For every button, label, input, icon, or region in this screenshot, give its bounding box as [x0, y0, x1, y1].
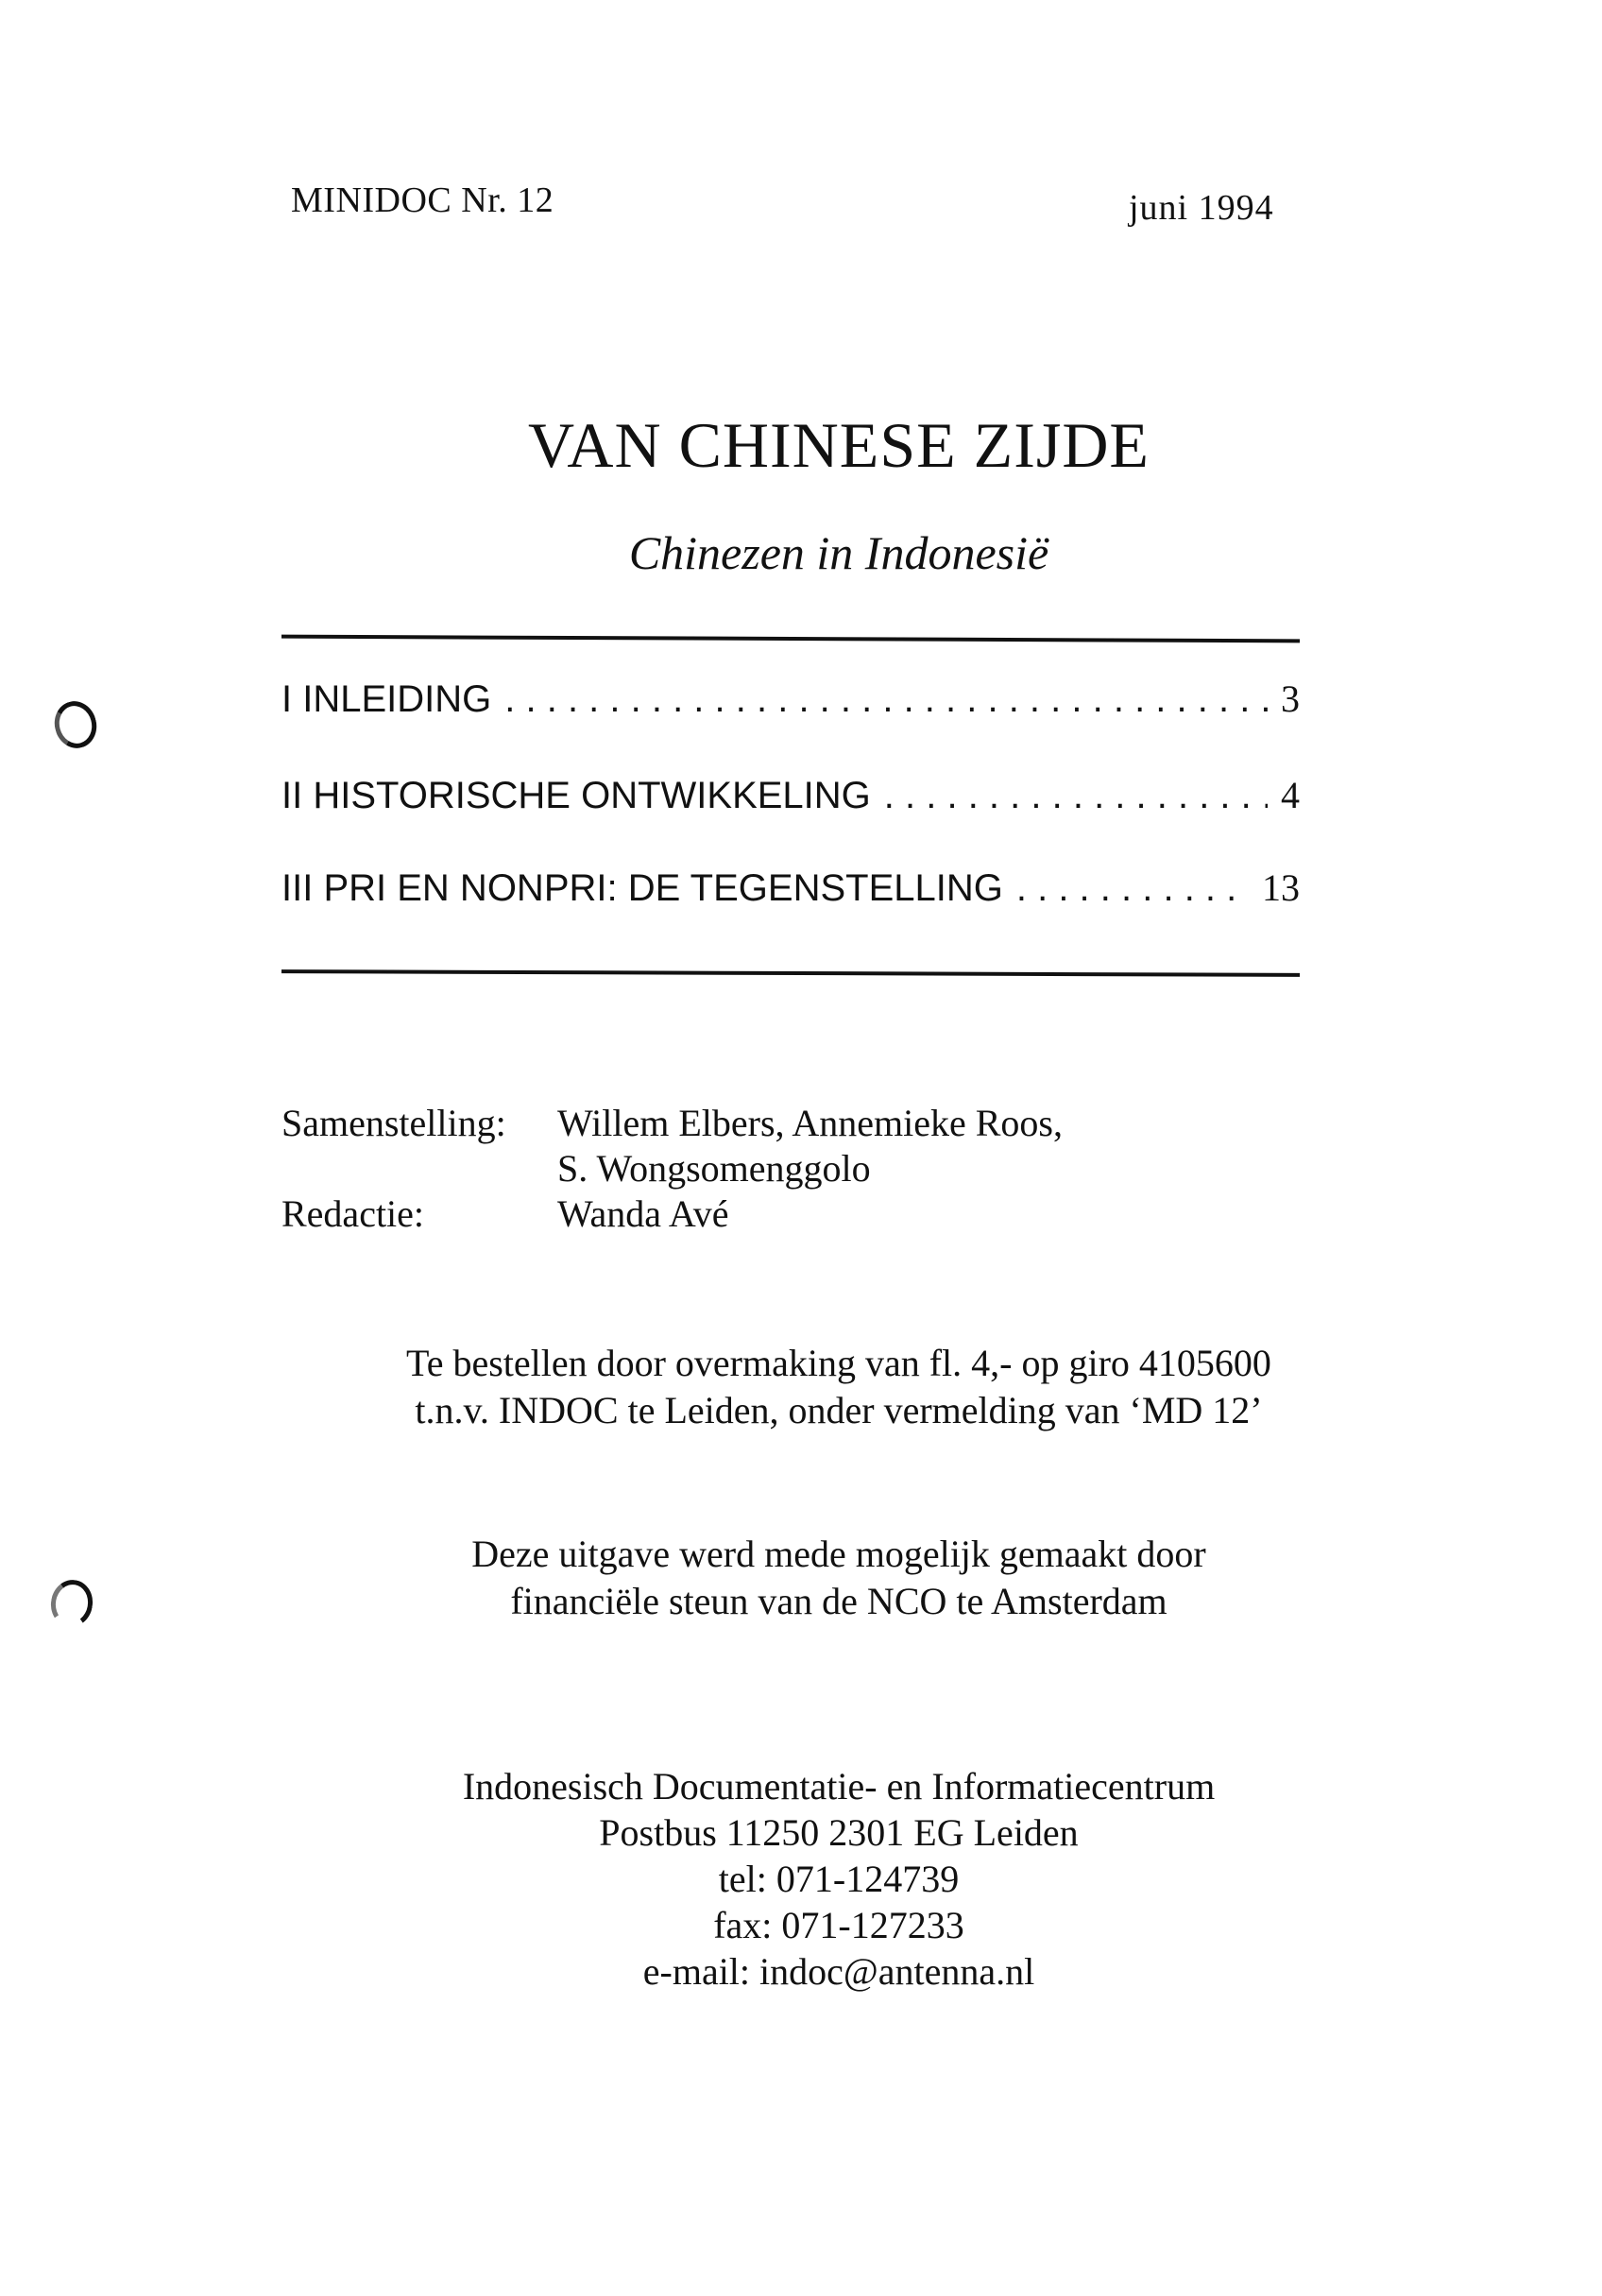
toc-item-label: II HISTORISCHE ONTWIKKELING [281, 775, 871, 816]
toc-item-label: III PRI EN NONPRI: DE TEGENSTELLING [281, 867, 1003, 909]
toc-leader-dots [504, 678, 1268, 721]
editor-name: Wanda Avé [557, 1192, 729, 1235]
document-title: VAN CHINESE ZIJDE [528, 409, 1150, 481]
series-number: MINIDOC Nr. 12 [291, 180, 554, 220]
toc-item-page: 3 [1281, 677, 1300, 720]
postal-address: Postbus 11250 2301 EG Leiden [599, 1811, 1079, 1854]
document-subtitle: Chinezen in Indonesië [628, 526, 1049, 579]
publication-date: juni 1994 [1129, 188, 1274, 228]
email-address: e-mail: indoc@antenna.nl [642, 1950, 1035, 1993]
telephone: tel: 071-124739 [718, 1858, 960, 1900]
compilation-names-line2: S. Wongsomenggolo [557, 1147, 871, 1190]
bottom-divider [281, 969, 1300, 977]
toc-item [281, 865, 1300, 910]
organization-name: Indonesisch Documentatie- en Informatiecentrum [462, 1765, 1216, 1808]
toc-item [281, 677, 1300, 721]
sponsor-line2: financiële steun van de NCO te Amsterdam [510, 1580, 1167, 1622]
toc-item [281, 773, 1300, 817]
compilation-names-line1: Willem Elbers, Annemieke Roos, [557, 1102, 1063, 1144]
toc-leader-dots [884, 775, 1268, 817]
top-divider [281, 635, 1300, 643]
toc-item-label: I INLEIDING [281, 678, 492, 720]
sponsor-line1: Deze uitgave werd mede mogelijk gemaakt door [471, 1533, 1206, 1575]
credits-block [281, 1101, 1063, 1237]
toc-item-page: 4 [1281, 774, 1300, 816]
sponsor-note [0, 1531, 1602, 1625]
compilation-label: Samenstelling: [281, 1102, 506, 1144]
toc-item-page: 13 [1262, 866, 1300, 909]
order-line1: Te bestellen door overmaking van fl. 4,- op giro 4105600 [406, 1342, 1271, 1384]
toc-leader-dots [1016, 867, 1249, 910]
contact-address [0, 1763, 1602, 1995]
order-info [0, 1340, 1602, 1434]
punch-hole-mark [49, 696, 101, 753]
fax-number: fax: 071-127233 [713, 1904, 964, 1946]
order-line2: t.n.v. INDOC te Leiden, onder vermelding van ‘MD 12’ [415, 1389, 1263, 1431]
editor-label: Redactie: [281, 1192, 425, 1235]
